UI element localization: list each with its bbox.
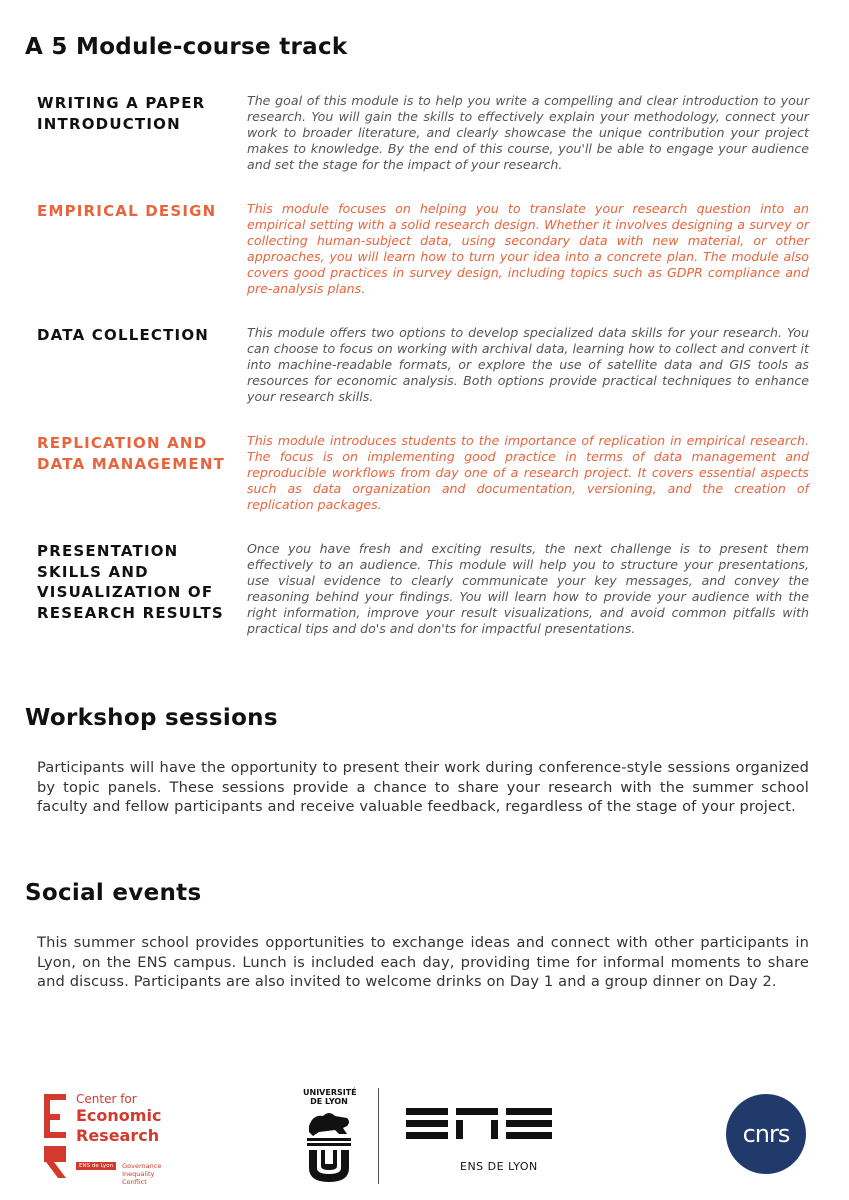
module-title: REPLICATION AND DATA MANAGEMENT [37, 434, 226, 473]
workshop-heading: Workshop sessions [25, 705, 278, 731]
modules-heading: A 5 Module-course track [25, 34, 348, 60]
cer-keyword: Inequality [122, 1170, 155, 1178]
cer-subline [76, 1162, 161, 1186]
cer-wordmark [76, 1092, 161, 1146]
cer-keyword: Conflict [122, 1178, 147, 1186]
module-description: Once you have fresh and exciting results, the next challenge is to present them effectively to an audience. This module will help you to structure your presentations, use visual evidence to clearly communicate your key messages, and convey the reasoning behind your findings. You will learn how to provide your audience with the right information, improve your result visualizations, and avoid common pitfalls with practical tips and do's and don'ts for impactful presentations. [247, 541, 809, 637]
module-description: This module focuses on helping you to translate your research question into an empirical setting with a solid research design. Whether it involves designing a survey or collecting human-subject data, using secondary data with new material, or other approaches, you will learn how to turn your idea into a concrete plan. The module also covers good practices in survey design, including topics such as GDPR compliance and pre-analysis plans. [247, 201, 809, 297]
workshop-paragraph: Participants will have the opportunity to present their work during conference-style sessions organized by topic panels. These sessions provide a chance to share your research with the summer school faculty and fellow participants and receive valuable feedback, regardless of the stage of your project. [37, 759, 809, 815]
cer-keyword: Governance [122, 1162, 162, 1170]
social-heading: Social events [25, 880, 202, 906]
module-title: WRITING A PAPER INTRODUCTION [37, 94, 206, 133]
cer-keywords [122, 1162, 161, 1186]
cer-line2: Economic [76, 1106, 162, 1125]
cer-logo [40, 1092, 210, 1186]
cnrs-wordmark: cnrs [742, 1120, 790, 1148]
universite-de-lyon-logo [303, 1086, 359, 1186]
module-title: EMPIRICAL DESIGN [37, 202, 217, 220]
ens-mark-icon [400, 1094, 560, 1150]
cer-line1: Center for [76, 1092, 137, 1106]
ens-lyon-logo [400, 1094, 570, 1184]
cnrs-circle [726, 1094, 806, 1174]
udl-line1: UNIVERSITÉ [303, 1088, 357, 1097]
cer-mark-icon [40, 1092, 72, 1182]
udl-wordmark [303, 1088, 355, 1106]
ens-subtitle: ENS DE LYON [460, 1160, 538, 1173]
cer-tag: ENS de Lyon [76, 1162, 116, 1170]
social-paragraph: This summer school provides opportunities to exchange ideas and connect with other participants in Lyon, on the ENS campus. Lunch is included each day, providing time for informal moments to share and discuss. Participants are also invited to welcome drinks on Day 1 and a group dinner on Day 2. [37, 934, 809, 990]
udl-line2: DE LYON [310, 1097, 348, 1106]
cnrs-logo [726, 1094, 806, 1174]
module-title: PRESENTATION SKILLS AND VISUALIZATION OF RESEARCH RESULTS [37, 542, 224, 622]
module-description: This module introduces students to the importance of replication in empirical research. The focus is on implementing good practice in terms of data management and reproducible workflows from day one of a research project. It covers essential aspects such as data organization and documentation, versioning, and the creation of replication packages. [247, 433, 809, 513]
logo-divider [378, 1088, 379, 1184]
cer-line3: Research [76, 1126, 160, 1145]
module-title: DATA COLLECTION [37, 326, 210, 344]
module-description: This module offers two options to develop specialized data skills for your research. You can choose to focus on working with archival data, learning how to collect and convert it into machine-readable formats, or explore the use of satellite data and GIS tools as resources for economic analysis. Both options provide practical techniques to enhance your research skills. [247, 325, 809, 405]
logo-footer [0, 1080, 849, 1190]
lion-icon [303, 1108, 355, 1184]
module-description: The goal of this module is to help you write a compelling and clear introduction to your research. You will gain the skills to effectively explain your methodology, connect your work to broader literature, and clearly showcase the unique contribution your project makes to knowledge. By the end of this course, you'll be able to engage your audience and set the stage for the impact of your research. [247, 93, 809, 173]
